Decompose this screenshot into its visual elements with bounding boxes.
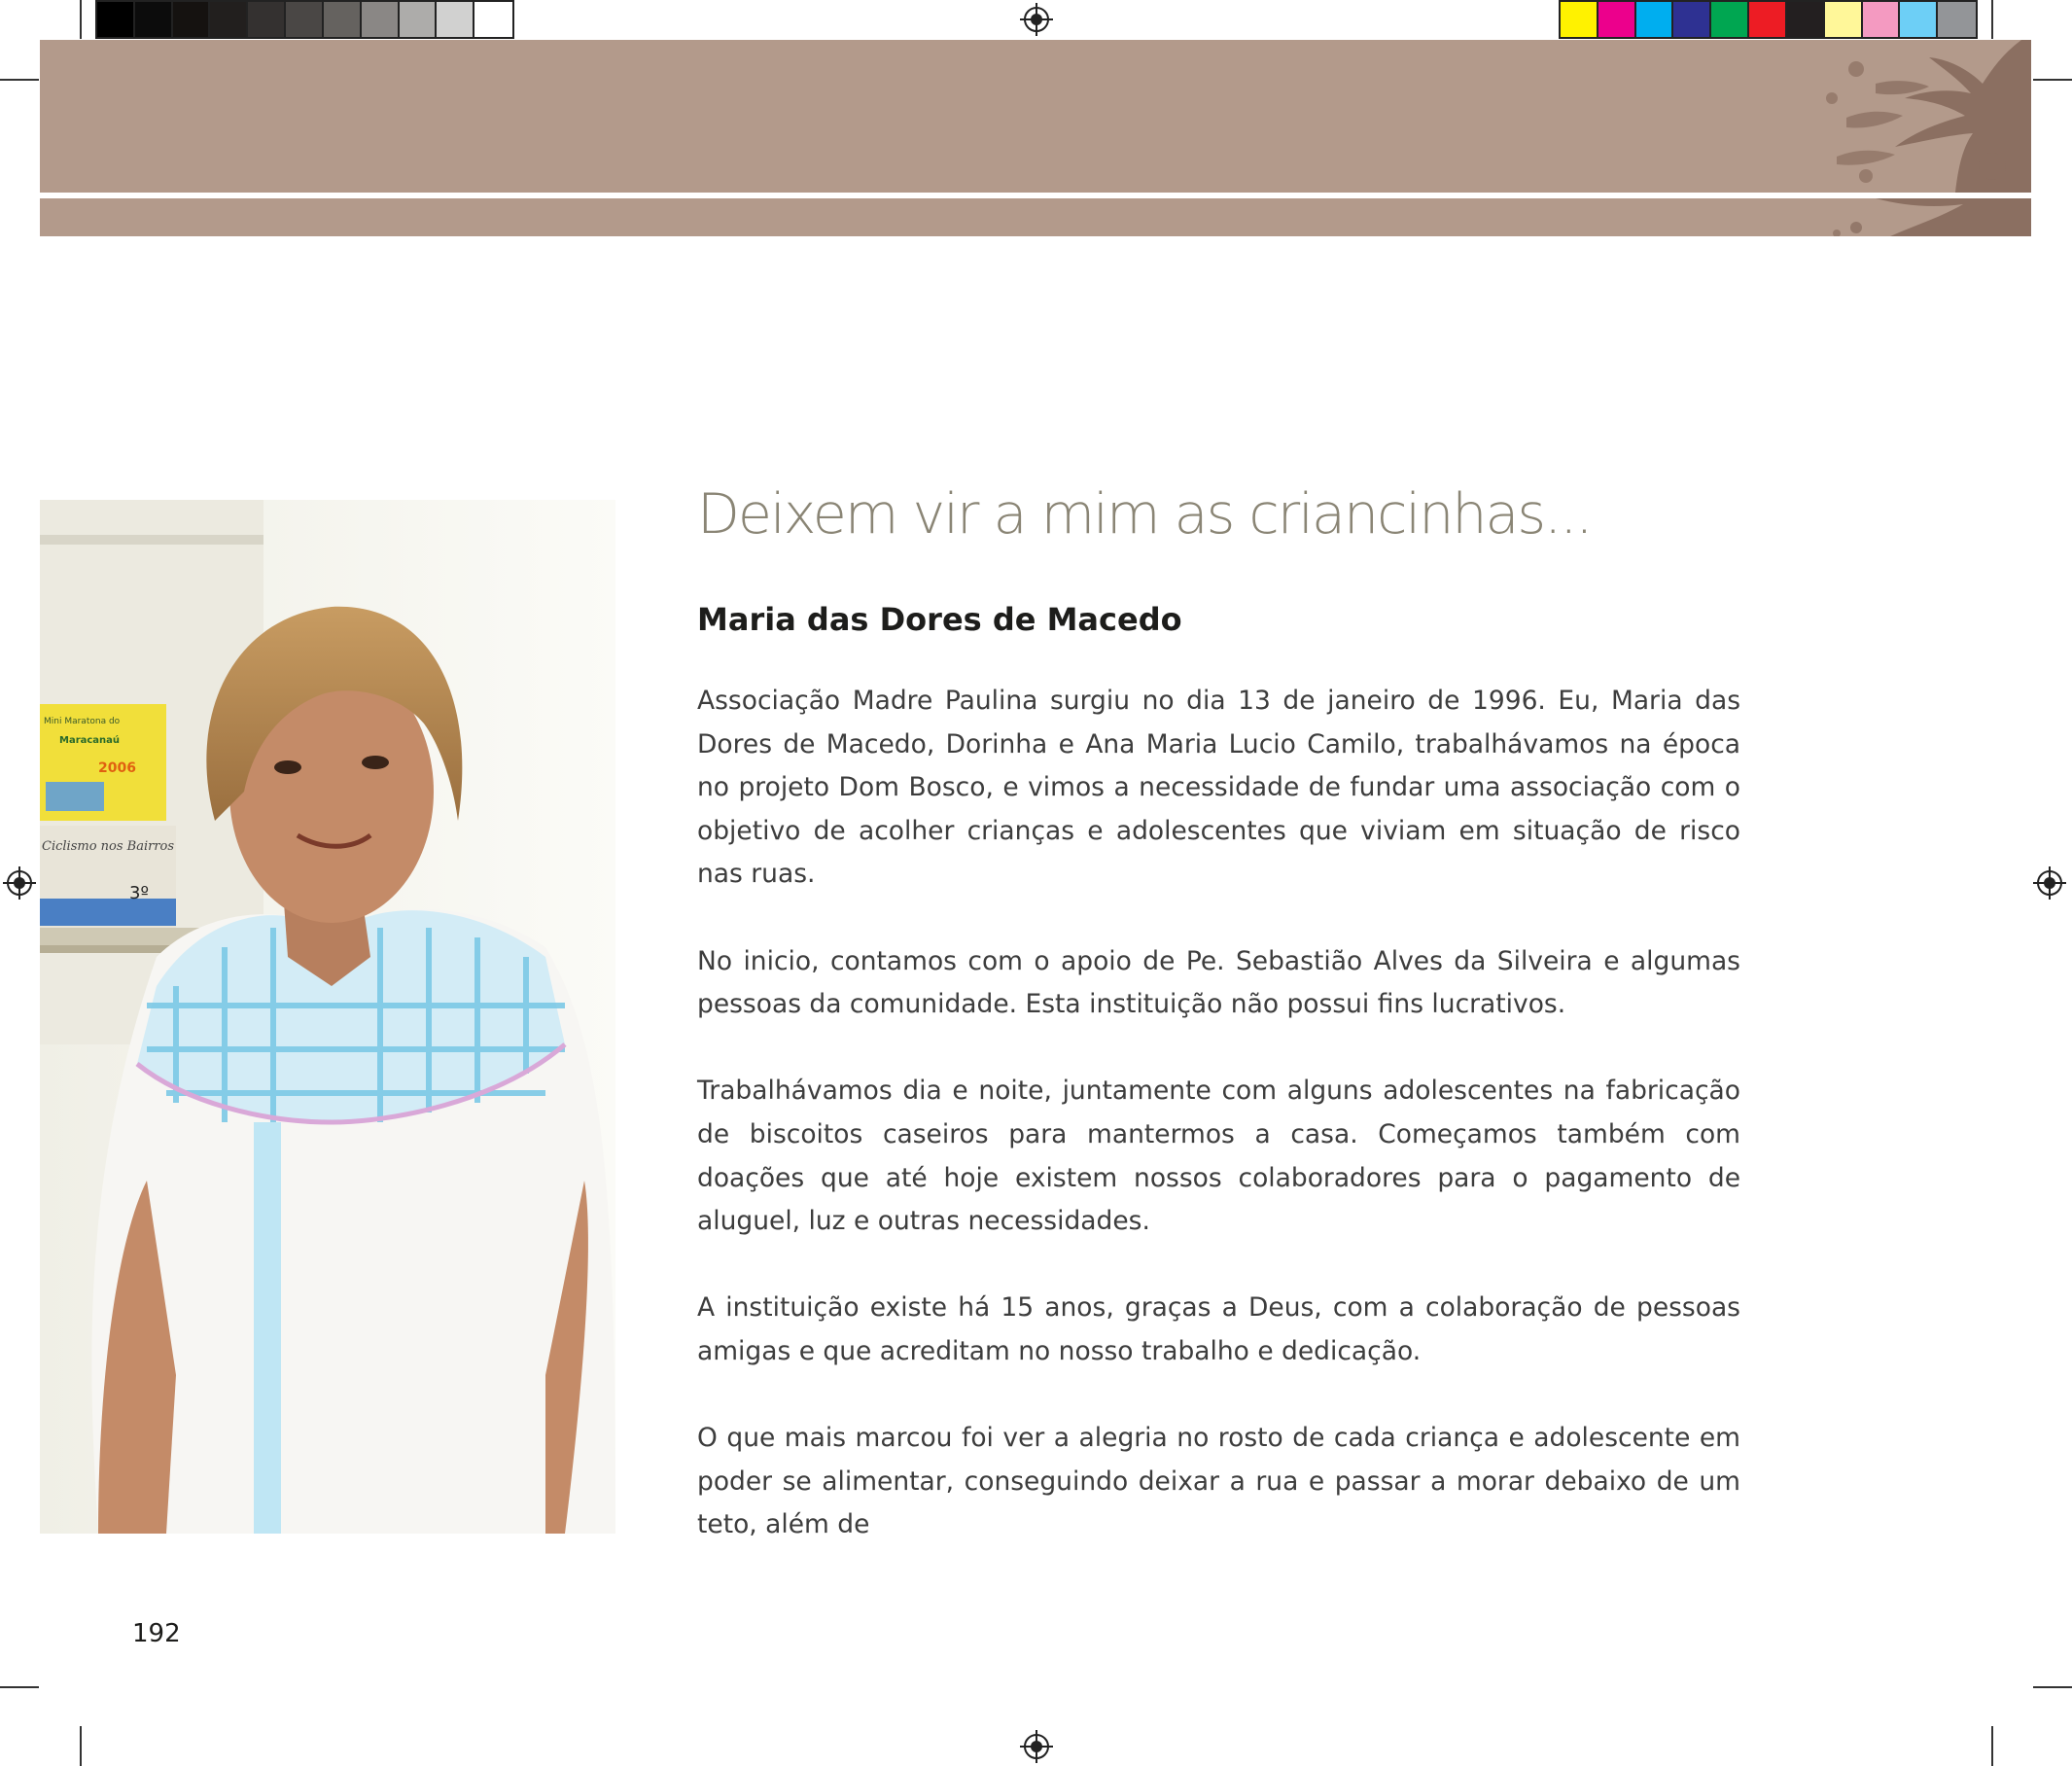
paragraph: A instituição existe há 15 anos, graças a Deus, com a colaboração de pessoas amigas e que acreditam no nosso trabalho e dedicação.: [697, 1292, 1740, 1366]
paragraph: No inicio, contamos com o apoio de Pe. Sebastião Alves da Silveira e algumas pessoas da comunidade. Esta instituição não possui fins lucrativos.: [697, 945, 1740, 1020]
process-color-bar: [1559, 0, 1978, 39]
poster-text: Mini Maratona do: [44, 717, 121, 726]
poster-text: Ciclismo nos Bairros: [42, 839, 175, 854]
header-band-lower: [40, 198, 2031, 236]
registration-crosshair-icon: [2033, 866, 2066, 900]
crop-mark: [2033, 79, 2072, 81]
crop-mark: [1991, 0, 1993, 39]
article-body: [697, 680, 1740, 1547]
grayscale-color-bar: [95, 0, 514, 39]
crop-mark: [80, 1726, 82, 1766]
crop-mark: [80, 0, 82, 39]
paragraph: Associação Madre Paulina surgiu no dia 13 de janeiro de 1996. Eu, Maria das Dores de Macedo, Dorinha e Ana Maria Lucio Camilo, trabalhávamos na época no projeto Dom Bosco, e vimos a necessidade de fundar uma associação com o objetivo de acolher crianças e adolescentes que viviam em situação de risco nas ruas.: [697, 686, 1740, 890]
poster-text: 3º: [129, 883, 149, 903]
poster-text: Maracanaú: [59, 735, 121, 746]
crop-mark: [0, 1686, 39, 1688]
article-title: Deixem vir a mim as criancinhas...: [697, 482, 1592, 547]
paragraph: O que mais marcou foi ver a alegria no rosto de cada criança e adolescente em poder se alimentar, conseguindo deixar a rua e passar a morar debaixo de um teto, além de: [697, 1423, 1740, 1540]
registration-crosshair-icon: [1020, 1730, 1053, 1763]
poster-text: 2006: [98, 760, 136, 776]
tree-silhouette-icon: [1798, 198, 2031, 236]
registration-crosshair-icon: [1020, 3, 1053, 36]
header-band: [40, 40, 2031, 193]
article-author: Maria das Dores de Macedo: [697, 601, 1182, 638]
crop-mark: [2033, 1686, 2072, 1688]
page-number: 192: [132, 1619, 181, 1648]
paragraph: Trabalhávamos dia e noite, juntamente com alguns adolescentes na fabricação de biscoitos caseiros para mantermos a casa. Começamos também com doações que até hoje existem nossos colaboradores para o pagamento de aluguel, luz e outras necessidades.: [697, 1076, 1740, 1237]
portrait-photo: [40, 500, 615, 1534]
portrait-illustration: [40, 500, 615, 1534]
crop-mark: [1991, 1726, 1993, 1766]
tree-silhouette-icon: [1739, 40, 2031, 193]
crop-mark: [0, 79, 39, 81]
registration-crosshair-icon: [3, 866, 36, 900]
